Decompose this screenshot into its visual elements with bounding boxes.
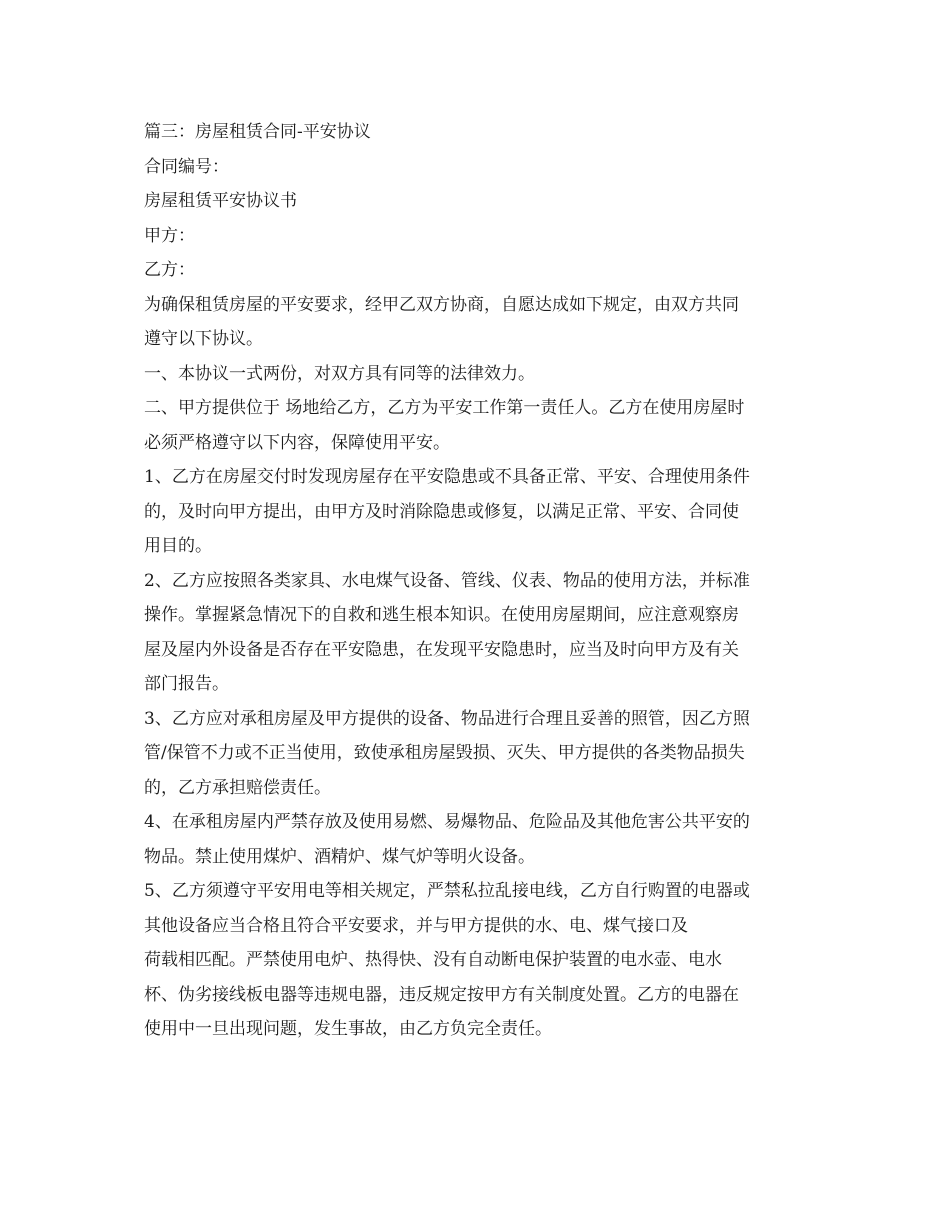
item-4-line: 物品。禁止使用煤炉、酒精炉、煤气炉等明火设备。	[144, 846, 535, 867]
item-2-line: 2、乙方应按照各类家具、水电煤气设备、管线、仪表、物品的使用方法，并标准	[144, 570, 750, 591]
intro-paragraph-line: 遵守以下协议。	[144, 329, 263, 349]
clause-2-line: 二、甲方提供位于 场地给乙方，乙方为平安工作第一责任人。乙方在使用房屋时	[144, 398, 745, 418]
item-3-line: 管/保管不力或不正当使用，致使承租房屋毁损、灭失、甲方提供的各类物品损失	[144, 743, 745, 763]
clause-1-line: 一、本协议一式两份，对双方具有同等的法律效力。	[144, 363, 535, 384]
party-a-label: 甲方：	[144, 225, 195, 246]
item-2-line: 屋及屋内外设备是否存在平安隐患，在发现平安隐患时，应当及时向甲方及有关	[144, 639, 739, 660]
item-1-line: 用目的。	[144, 536, 212, 556]
item-5-line: 其他设备应当合格且符合平安要求，并与甲方提供的水、电、煤气接口及	[144, 915, 688, 936]
item-2-line: 操作。掌握紧急情况下的自救和逃生根本知识。在使用房屋期间，应注意观察房	[144, 605, 739, 625]
clause-2-line: 必须严格遵守以下内容，保障使用平安。	[144, 432, 450, 453]
item-1-line: 的，及时向甲方提出，由甲方及时消除隐患或修复，以满足正常、平安、合同使	[144, 501, 739, 522]
item-5-line: 杯、伪劣接线板电器等违规电器，违反规定按甲方有关制度处置。乙方的电器在	[144, 984, 739, 1005]
item-3-line: 的，乙方承担赔偿责任。	[144, 777, 331, 798]
item-5-line: 荷载相匹配。严禁使用电炉、热得快、没有自动断电保护装置的电水壶、电水	[144, 950, 722, 970]
item-1-line: 1、乙方在房屋交付时发现房屋存在平安隐患或不具备正常、平安、合理使用条件	[144, 467, 750, 487]
document-title: 篇三：房屋租赁合同-平安协议	[144, 122, 371, 142]
item-5-line: 5、乙方须遵守平安用电等相关规定，严禁私拉乱接电线，乙方自行购置的电器或	[144, 881, 750, 901]
item-2-line: 部门报告。	[144, 674, 229, 694]
document-body	[144, 115, 814, 1047]
item-4-line: 4、在承租房屋内严禁存放及使用易燃、易爆物品、危险品及其他危害公共平安的	[144, 812, 750, 832]
item-5-line: 使用中一旦出现问题，发生事故，由乙方负完全责任。	[144, 1019, 552, 1039]
agreement-heading: 房屋租赁平安协议书	[144, 191, 297, 211]
item-3-line: 3、乙方应对承租房屋及甲方提供的设备、物品进行合理且妥善的照管，因乙方照	[144, 708, 750, 729]
intro-paragraph-line: 为确保租赁房屋的平安要求，经甲乙双方协商，自愿达成如下规定，由双方共同	[144, 294, 739, 315]
party-b-label: 乙方：	[144, 260, 195, 280]
contract-number-label: 合同编号：	[144, 156, 229, 177]
